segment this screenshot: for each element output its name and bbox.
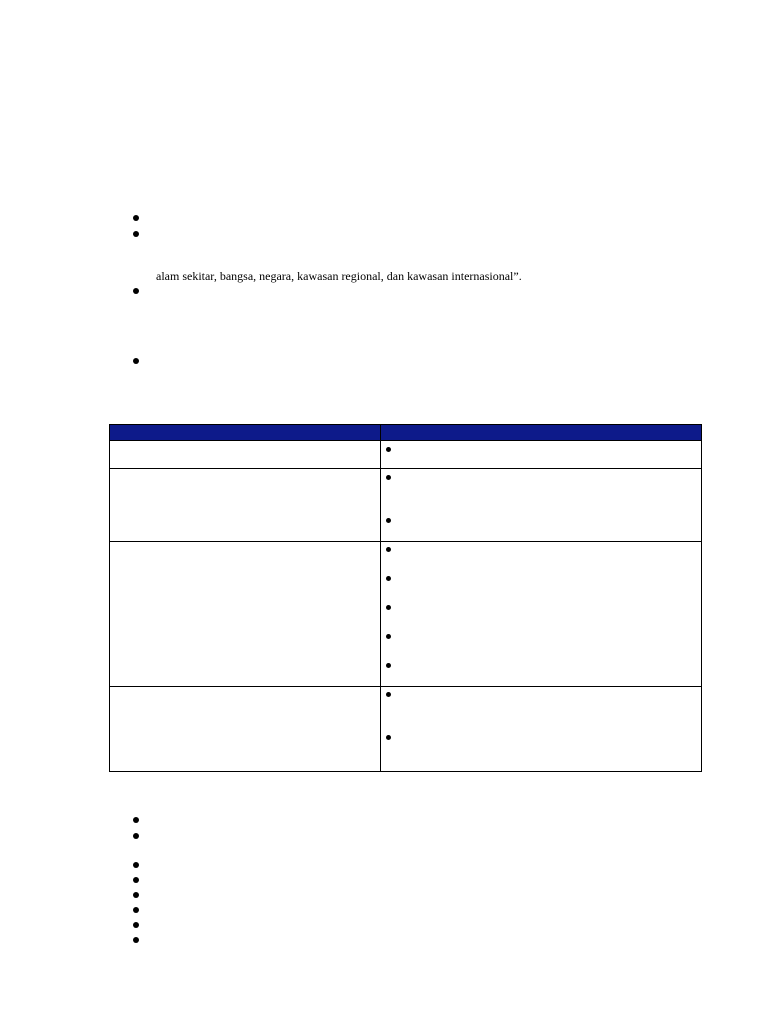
row-divider <box>110 468 701 469</box>
list-bullet <box>133 922 139 928</box>
list-bullet <box>133 231 139 237</box>
row-divider <box>110 686 701 687</box>
table-cell-bullet <box>386 605 391 610</box>
list-bullet <box>133 817 139 823</box>
list-bullet <box>133 862 139 868</box>
content-table <box>109 424 702 772</box>
list-bullet <box>133 937 139 943</box>
list-bullet <box>133 833 139 839</box>
table-cell-bullet <box>386 692 391 697</box>
table-cell-bullet <box>386 447 391 452</box>
table-cell-bullet <box>386 518 391 523</box>
table-cell-bullet <box>386 475 391 480</box>
table-cell-bullet <box>386 735 391 740</box>
list-bullet <box>133 358 139 364</box>
table-cell-bullet <box>386 547 391 552</box>
table-cell-bullet <box>386 576 391 581</box>
list-bullet <box>133 288 139 294</box>
list-bullet <box>133 215 139 221</box>
table-header <box>110 425 701 440</box>
list-item-continued-text: alam sekitar, bangsa, negara, kawasan regional, dan kawasan internasional”. <box>156 269 522 283</box>
row-divider <box>110 440 701 441</box>
column-divider <box>380 425 381 771</box>
table-cell-bullet <box>386 634 391 639</box>
list-bullet <box>133 877 139 883</box>
list-bullet <box>133 907 139 913</box>
row-divider <box>110 541 701 542</box>
list-bullet <box>133 892 139 898</box>
table-cell-bullet <box>386 663 391 668</box>
